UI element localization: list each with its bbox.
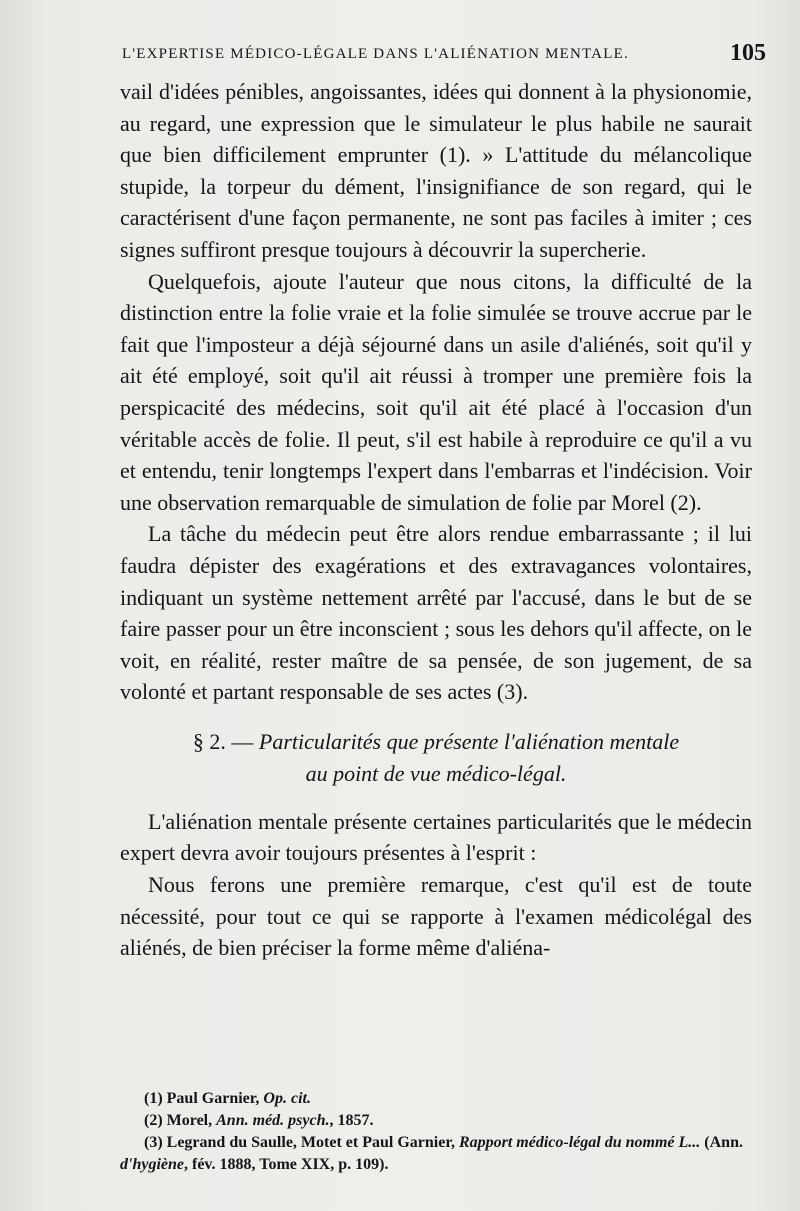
paragraph-5: Nous ferons une première remarque, c'est qu'il est de toute nécessité, pour tout ce qui se rapporte à l'examen médicolégal des aliénés, de bien préciser la forme même d'aliéna- [120,872,752,961]
paragraph-4: L'aliénation mentale présente certaines particularités que le médecin expert devra avoir toujours présentes à l'esprit : [120,808,752,866]
section-number: § 2. — [192,728,254,754]
footnote-1-ref: Op. cit. [263,1090,311,1107]
section-title-line-1: Particularités que présente l'aliénation mentale [258,728,680,754]
footnote-3-mid: (Ann. [700,1134,743,1151]
page-header [122,40,774,70]
paragraph-2: Quelquefois, ajoute l'auteur que nous citons, la difficulté de la distinction entre la folie vraie et la folie simulée se trouve accrue par le fait que l'imposteur a déjà séjourné dans un asile d'aliénés, soit qu'il y ait été employé, soit qu'il ait réussi à tromper une première fois la perspicacité des médecins, soit qu'il ait été placé à l'occasion d'un véritable accès de folie. Il peut, s'il est habile à reproduire ce qu'il a vu et entendu, tenir longtemps l'expert dans l'embarras et l'indécision. Voir une observation remarquable de simulation de folie par Morel (2). [120,268,752,515]
footnote-1-author: (1) Paul Garnier, [144,1090,260,1107]
paragraph-1: vail d'idées pénibles, angoissantes, idées qui donnent à la physionomie, au regard, une expression que le simulateur le plus habile ne saurait que bien difficilement emprunter (1). » L'attitude du mélancolique stupide, la torpeur du dément, l'insignifiance de son regard, qui le caractérisent d'une façon permanente, ne sont pas faciles à imiter ; ces signes suffiront presque toujours à découvrir la supercherie. [120,79,752,262]
section-heading [120,726,752,790]
footnote-2-author: (2) Morel, [144,1112,213,1129]
footnote-3-journal: d'hygiène [120,1156,184,1173]
footnote-1 [120,1088,752,1110]
footnotes [120,1088,752,1176]
footnote-3-title: Rapport médico-légal du nommé L... [458,1134,701,1151]
running-head: L'EXPERTISE MÉDICO-LÉGALE DANS L'ALIÉNATION MENTALE. [122,46,629,62]
body-text [120,76,752,964]
paragraph-3: La tâche du médecin peut être alors rendue embarrassante ; il lui faudra dépister des exagérations et des extravagances volontaires, indiquant un système nettement arrêté par l'accusé, dans le but de se faire passer pour un être inconscient ; sous les dehors qu'il affecte, on le voit, en réalité, rester maître de sa pensée, de son jugement, de sa volonté et partant responsable de ses actes (3). [120,521,752,705]
footnote-2-journal: Ann. méd. psych. [216,1112,330,1129]
section-title-line-2: au point de vue médico-légal. [305,760,567,786]
footnote-2-year: , 1857. [329,1112,374,1129]
footnote-3 [120,1132,752,1176]
footnote-2 [120,1110,752,1132]
footnote-3-details: , fév. 1888, Tome XIX, p. 109). [184,1156,389,1173]
page-number: 105 [730,40,766,66]
footnote-3-authors: (3) Legrand du Saulle, Motet et Paul Garnier, [144,1134,455,1151]
